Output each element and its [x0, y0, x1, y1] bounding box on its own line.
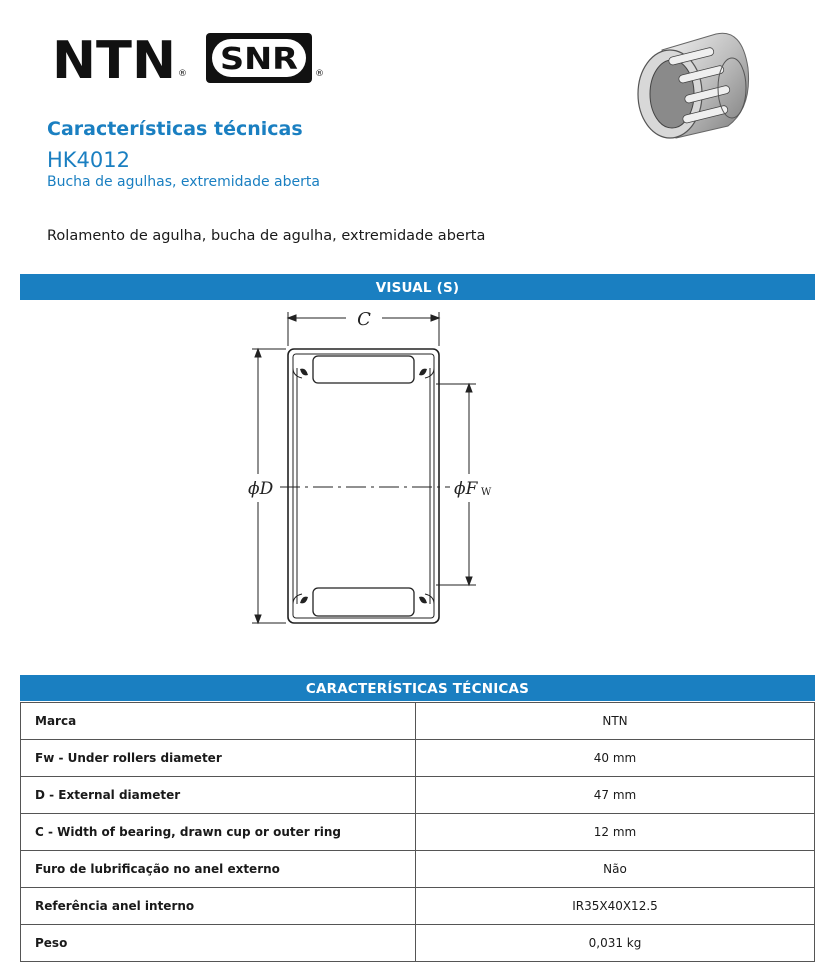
spec-value: NTN: [416, 703, 815, 740]
ntn-logo: NTN: [52, 31, 176, 88]
spec-label: Furo de lubrificação no anel externo: [21, 851, 416, 888]
spec-label: Marca: [21, 703, 416, 740]
specs-section-header: CARACTERÍSTICAS TÉCNICAS: [20, 675, 815, 701]
inner-diameter-subscript: W: [481, 487, 492, 498]
spec-label: Referência anel interno: [21, 888, 416, 925]
registered-mark: ®: [315, 69, 324, 79]
spec-value: 12 mm: [416, 814, 815, 851]
brand-logos: [52, 30, 332, 88]
product-description: Rolamento de agulha, bucha de agulha, extremidade aberta: [47, 228, 486, 244]
page-title: Características técnicas: [47, 118, 303, 140]
outer-diameter-symbol: ϕD: [248, 479, 274, 499]
table-row: [21, 851, 815, 888]
spec-value: 0,031 kg: [416, 925, 815, 962]
spec-value: Não: [416, 851, 815, 888]
table-row: [21, 888, 815, 925]
spec-label: Fw - Under rollers diameter: [21, 740, 416, 777]
technical-drawing: [240, 306, 510, 630]
spec-value: IR35X40X12.5: [416, 888, 815, 925]
spec-label: D - External diameter: [21, 777, 416, 814]
product-image: [632, 28, 756, 144]
table-row: [21, 814, 815, 851]
spec-label: Peso: [21, 925, 416, 962]
specs-table: [20, 702, 815, 962]
product-code: HK4012: [47, 148, 131, 172]
width-symbol: C: [357, 309, 371, 330]
inner-diameter-symbol: ϕF: [454, 479, 478, 499]
product-subtitle: Bucha de agulhas, extremidade aberta: [47, 174, 320, 190]
visual-section-header: VISUAL (S): [20, 274, 815, 300]
spec-label: C - Width of bearing, drawn cup or outer ring: [21, 814, 416, 851]
table-row: [21, 777, 815, 814]
table-row: [21, 740, 815, 777]
svg-text:SNR: SNR: [220, 42, 298, 77]
table-row: [21, 703, 815, 740]
spec-value: 47 mm: [416, 777, 815, 814]
spec-value: 40 mm: [416, 740, 815, 777]
registered-mark: ®: [178, 69, 187, 79]
table-row: [21, 925, 815, 962]
snr-logo: [206, 33, 312, 83]
